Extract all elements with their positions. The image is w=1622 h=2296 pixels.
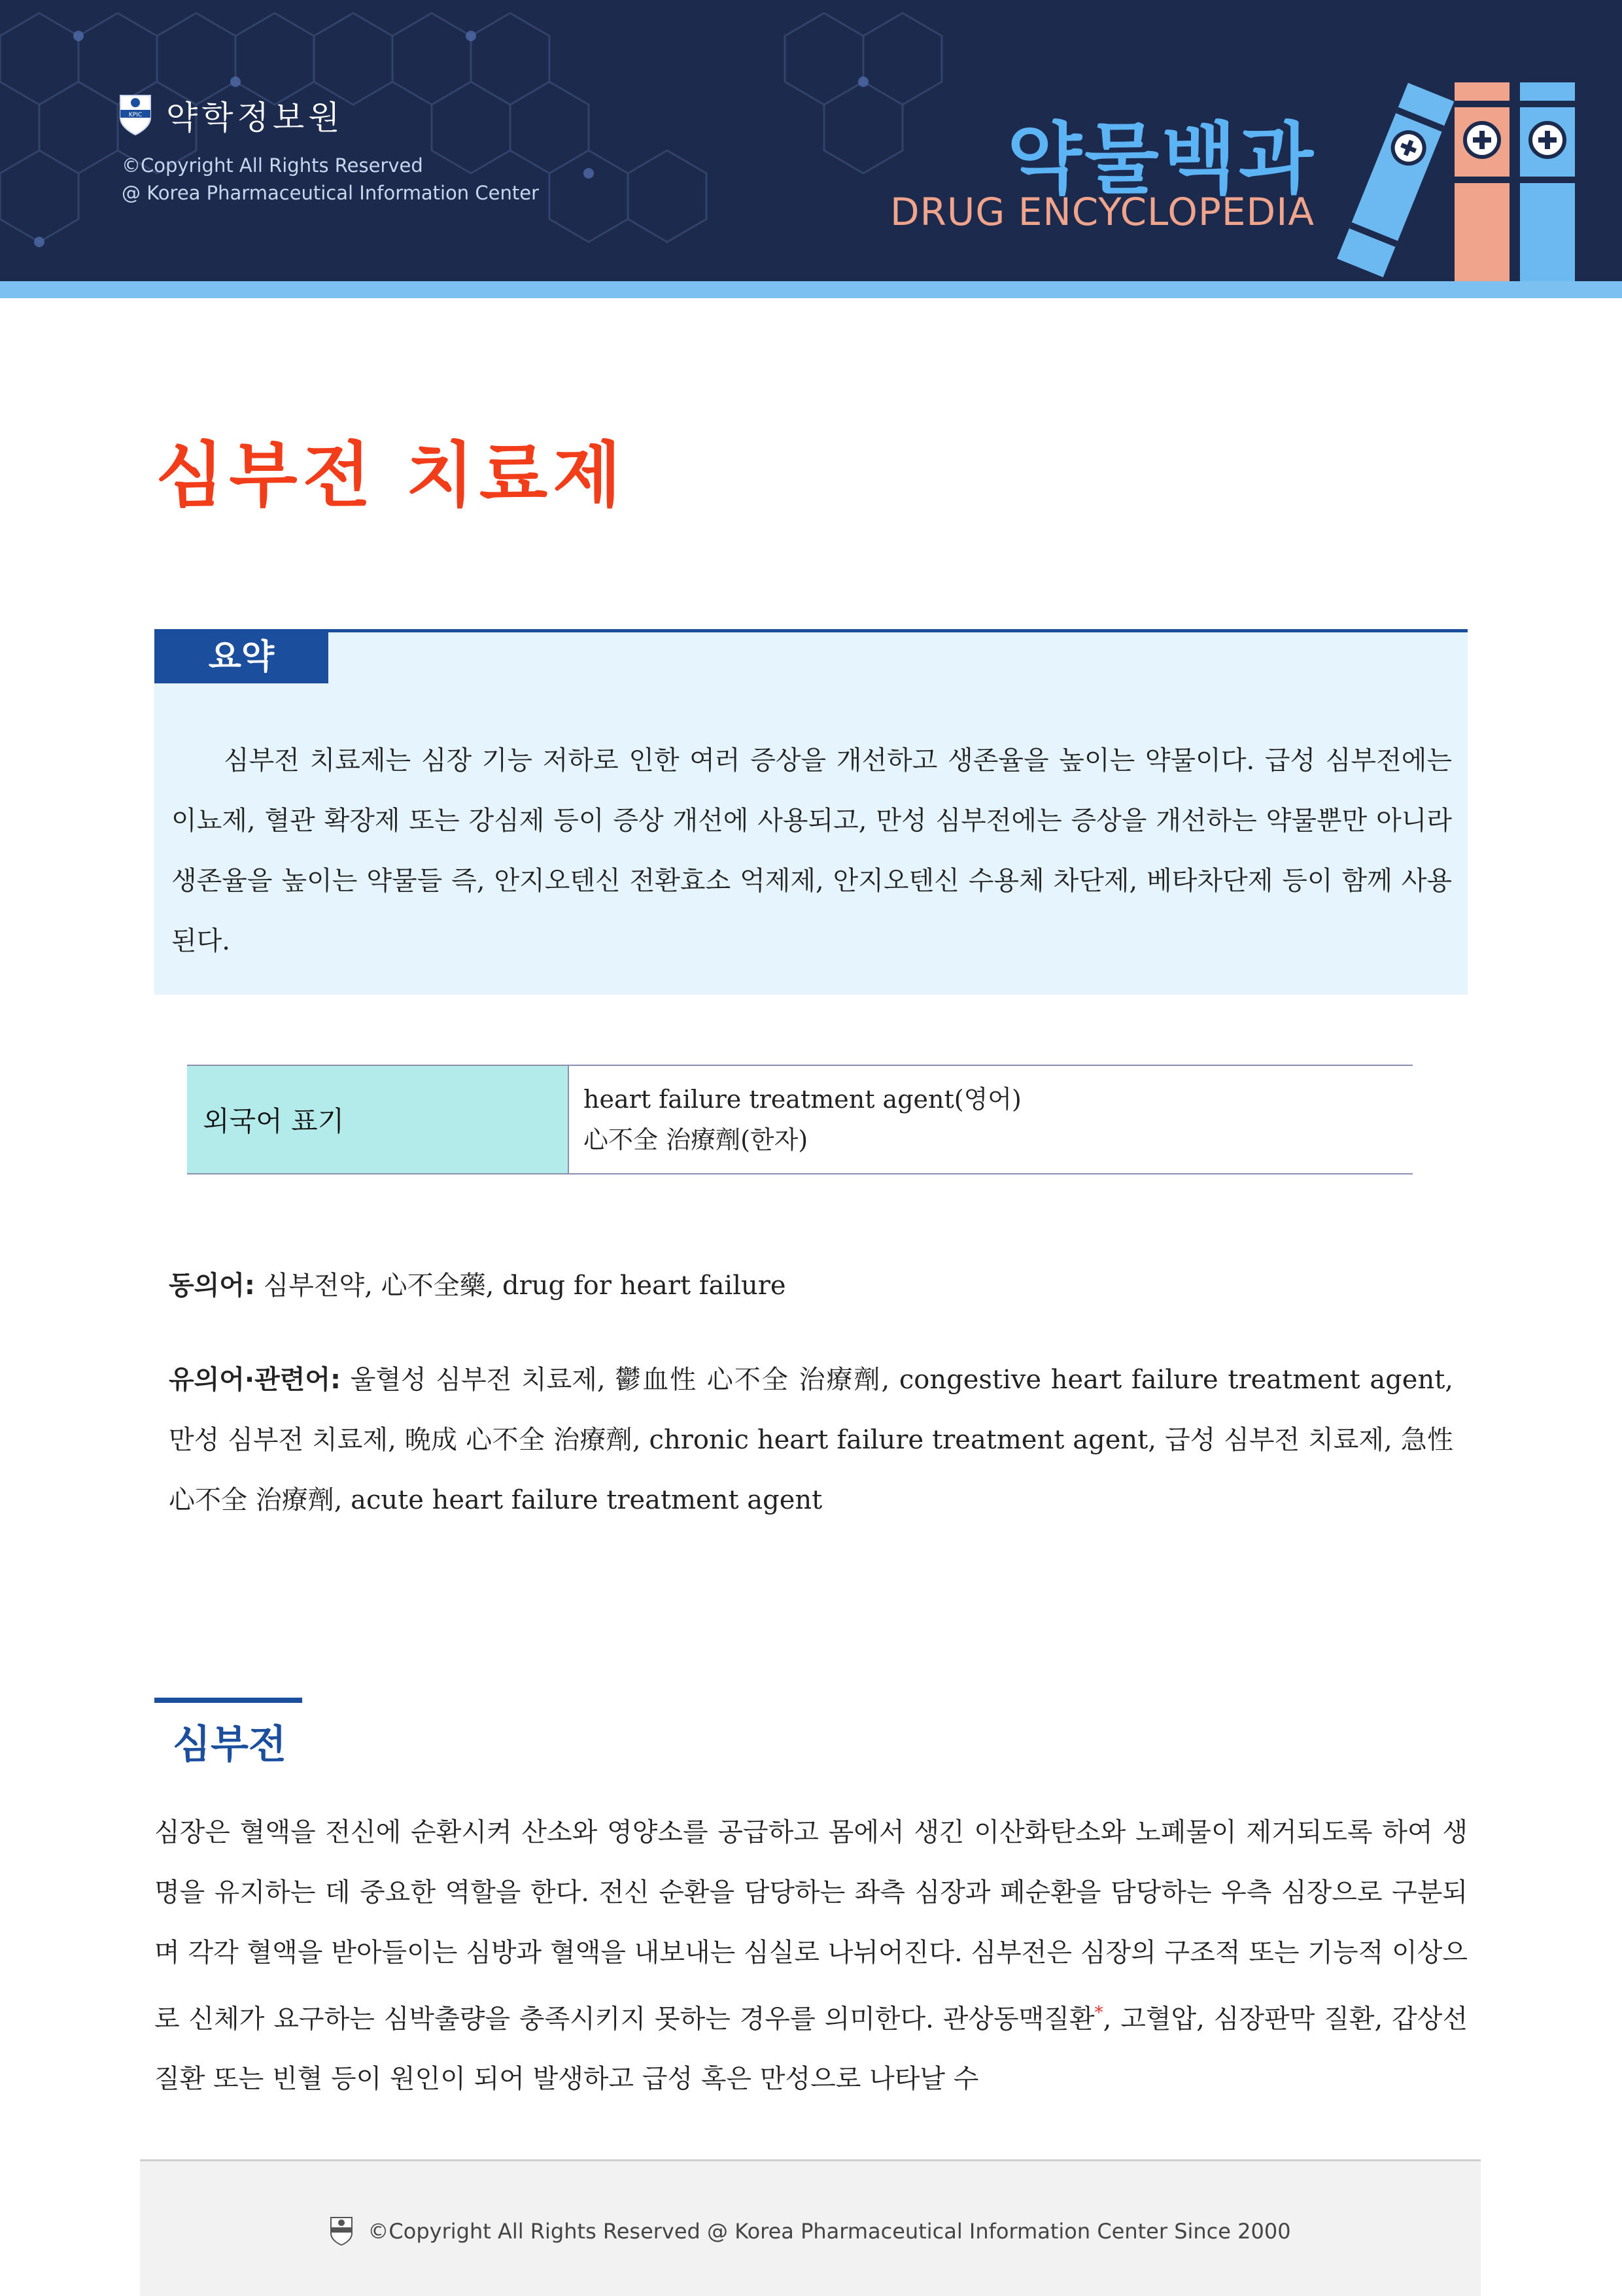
kpic-shield-icon — [119, 94, 152, 136]
footer-copyright: ©Copyright All Rights Reserved @ Korea Pharmaceutical Information Center Since 2000 — [368, 2219, 1291, 2244]
section-body-text — [154, 1802, 1468, 2109]
page-title: 심부전 치료제 — [156, 435, 627, 517]
summary-label: 요약 — [154, 632, 328, 683]
foreign-notation-table — [187, 1065, 1413, 1174]
synonyms-line — [169, 1266, 786, 1305]
header-copyright-line2: @ Korea Pharmaceutical Information Center — [122, 182, 539, 204]
related-terms-label: 유의어·관련어: — [169, 1365, 341, 1395]
foreign-notation-hanja: 心不全 治療劑(한자) — [583, 1125, 808, 1154]
logo-text: KPIC — [128, 112, 143, 118]
medicine-books-icon — [1334, 72, 1596, 281]
foreign-notation-values — [569, 1066, 1036, 1173]
org-logo — [119, 92, 344, 139]
foreign-notation-label: 외국어 표기 — [203, 1105, 345, 1137]
kpic-shield-icon — [330, 2216, 353, 2246]
page-header — [0, 0, 1622, 281]
org-name: 약학정보원 — [166, 99, 344, 137]
section-title: 심부전 — [173, 1722, 286, 1768]
synonyms-text: 심부전약, 心不全藥, drug for heart failure — [263, 1271, 786, 1301]
page-footer — [140, 2159, 1481, 2296]
foreign-notation-label-cell — [187, 1066, 569, 1173]
section-body-main: 심장은 혈액을 전신에 순환시켜 산소와 영양소를 공급하고 몸에서 생긴 이산화탄소와 노폐물이 제거되도록 하여 생명을 유지하는 데 중요한 역할을 한다. 전신 순환을 담당하는 좌측 심장과 폐순환을 담당하는 우측 심장으로 구분되며 각각 혈액을 받아들이는 심방과 혈액을 내보내는 심실로 나뉘어진다. 심부전은 심장의 구조적 또는 기능적 이상으로 신체가 요구하는 심박출량을 충족시키지 못하는 경우를 의미한다. 관상동맥질환 — [154, 1817, 1468, 2034]
header-accent-stripe — [0, 281, 1622, 298]
footer-row — [140, 2216, 1481, 2246]
summary-text: 심부전 치료제는 심장 기능 저하로 인한 여러 증상을 개선하고 생존율을 높이는 약물이다. 급성 심부전에는 이뇨제, 혈관 확장제 또는 강심제 등이 증상 개선에 사용되고, 만성 심부전에는 증상을 개선하는 약물뿐만 아니라 생존율을 높이는 약물들 즉, 안지오텐신 전환효소 억제제, 안지오텐신 수용체 차단제, 베타차단제 등이 함께 사용된다. — [171, 745, 1452, 956]
footnote-marker[interactable]: * — [1094, 2003, 1103, 2023]
brand-title-korean: 약물백과 — [1007, 114, 1316, 204]
synonyms-label: 동의어: — [169, 1271, 255, 1301]
header-copyright-line1: ©Copyright All Rights Reserved — [122, 154, 423, 177]
related-terms-paragraph — [169, 1350, 1453, 1530]
brand-title-english: DRUG ENCYCLOPEDIA — [889, 190, 1315, 234]
summary-box — [154, 629, 1468, 995]
foreign-notation-english: heart failure treatment agent(영어) — [583, 1085, 1022, 1114]
section-body-tail: , 고혈압, 심장판막 질환, 갑상선 질환 또는 빈혈 등이 원인이 되어 발생하고 급성 혹은 만성으로 나타날 수 — [154, 2004, 1468, 2095]
section-heading-rule — [154, 1698, 302, 1703]
related-terms-text: 울혈성 심부전 치료제, 鬱血性 心不全 治療劑, congestive heart failure treatment agent, 만성 심부전 치료제, 晩成 心不全 治療劑, chronic heart failure treatment agent, 급성 심부전 치료제, 急性 心不全 治療劑, acute heart failure treatment agent — [169, 1365, 1454, 1515]
